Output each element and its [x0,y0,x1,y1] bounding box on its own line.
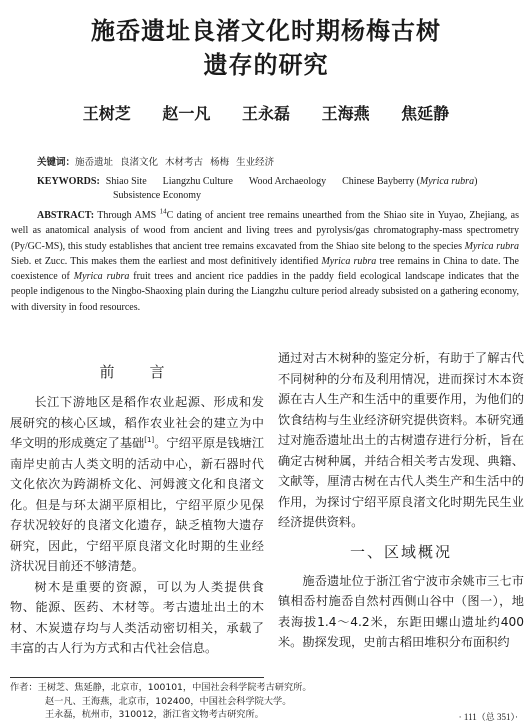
author-name: 王树芝 [82,104,131,123]
footnote-divider [10,677,264,678]
footnote-text: 王树芝、焦延静，北京市，100101，中国社会科学院考古研究所。 [37,682,312,693]
keywords-english [37,176,507,201]
abstract-text: C dating of ancient tree remains unearthed from the Shiao site in Yuyao, Zhejiang, as well as anatomical analysis of wood from ancient and living trees and pyrolysis/gas chromatography-mass spectrometry (Py/GC-MS), this study establishes that ancient tree remains excavated from the Shiao site belong to the species [11,210,519,252]
keyword-en-text: ) [474,176,478,187]
abstract-text: tree remains in China to date. The coexistence of [11,255,519,283]
abstract-label: ABSTRACT: [37,210,95,221]
left-column [10,358,264,659]
body-text: 长江下游地区是稻作农业起源、形成和发展研究的核心区域，稻作农业社会的建立为中华文明的形成奠定了基础 [10,395,264,450]
author-list [30,101,502,124]
body-text: 。宁绍平原是钱塘江南岸史前古人类文明的活动中心，新石器时代文化依次为跨湖桥文化、河姆渡文化和良渚文化。但是与环太湖平原相比，宁绍平原少见保存状况较好的良渚文化遗存，缺乏植物大遗存研究，因此，宁绍平原良渚文化时期的生业经济状况目前还不够清楚。 [10,436,265,573]
body-paragraph: 施岙遗址位于浙江省宁波市余姚市三七市镇相岙村施岙自然村西侧山谷中（图一），地表海拔1.4～4.2米，东距田螺山遗址约400米。勘探发现，史前古稻田堆积分布面积约 [278,573,524,649]
keyword-en: Shiao Site [105,176,147,187]
keyword-cn: 木材考古 [165,157,204,168]
footnote-label: 作者： [10,682,38,693]
species-name: Myrica rubra [419,176,475,187]
author-name: 王海燕 [321,104,370,123]
section-heading-preface: 前 言 [99,363,175,381]
footnote-line: 赵一凡、王海燕，北京市，102400，中国社会科学院大学。 [45,695,292,707]
author-footnote [10,681,410,722]
keyword-cn: 杨梅 [210,157,230,168]
abstract [11,208,519,315]
keyword-cn: 生业经济 [236,157,275,168]
keyword-en: Subsistence Economy [113,190,202,201]
article-title [20,14,512,82]
body-paragraph: 通过对古木树种的鉴定分析，有助于了解古代不同树种的分布及利用情况，进而探讨木本资源在古人生产和生活中的重要作用，为他们的饮食结构与生业经济研究提供资料。本研究通过对施岙遗址出土的古树遗存进行分析，旨在确定古树种属，并结合相关考古发现、典籍、文献等，厘清古树在古代人类生产和生活中的作用，为探讨宁绍平原良渚文化时期先民生业经济提供资料。 [278,351,524,529]
species-name: Myrica rubra [464,240,519,252]
abstract-text: Sieb. et Zucc. This makes them the earliest and most definitively identified [11,255,322,267]
abstract-text: Through AMS [94,210,160,221]
keyword-cn: 施岙遗址 [75,157,114,168]
keyword-cn: 良渚文化 [120,157,159,168]
keywords-chinese [37,154,281,168]
keywords-cn-label: 关键词： [37,157,76,168]
citation-ref: [1] [144,435,155,444]
author-name: 焦延静 [401,104,450,123]
abstract-text: fruit trees and ancient rice paddies in the paddy field ecological landscape indicates that the people indigenous to the Ningbo-Shaoxing plain during the Liangzhu culture period already subsisted on a gathering economy, with diversity in food resources. [11,271,519,313]
title-line-2: 遗存的研究 [203,51,329,79]
keyword-en: Wood Archaeology [248,176,327,187]
footnote-line: 王永磊，杭州市，310012，浙江省文物考古研究所。 [45,709,264,720]
author-name: 赵一凡 [162,104,211,123]
species-name: Myrica rubra [321,255,377,267]
keywords-en-label: KEYWORDS: [37,176,100,187]
section-heading-region: 一、区域概况 [349,542,452,561]
page-number: · 111（总 351）· [458,712,518,722]
footnote-line [10,681,410,695]
title-line-1: 施岙遗址良渚文化时期杨梅古树 [91,17,441,45]
body-paragraph [10,392,264,577]
keyword-en [342,176,477,187]
species-name: Myrica rubra [73,271,130,283]
keyword-en-text: Chinese Bayberry ( [342,176,420,187]
author-name: 王永磊 [241,104,290,123]
isotope-superscript: 14 [159,207,167,216]
keyword-en: Liangzhu Culture [162,176,233,187]
right-column [278,348,524,653]
body-paragraph: 树木是重要的资源，可以为人类提供食物、能源、医药、木材等。考古遗址出土的木材、木炭遗存均与人类活动密切相关，承载了丰富的古人行为方式和古代社会信息。 [10,579,264,655]
